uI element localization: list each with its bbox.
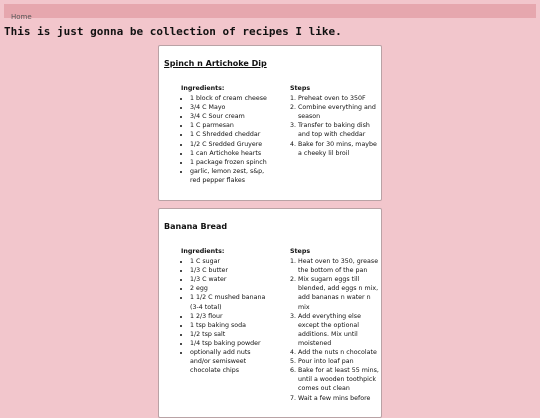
ingredient-item: • 1 C Shredded cheddar (190, 130, 271, 139)
ingredient-item: • 1 can Artichoke hearts (190, 149, 271, 158)
ingredient-item: • 1 tsp baking soda (190, 321, 271, 330)
ingredients-heading: Ingredients: (181, 248, 225, 255)
ingredient-item: • 1/3 C butter (190, 266, 271, 275)
step-item: 5. Pour into loaf pan (298, 357, 379, 366)
ingredients-heading: Ingredients: (181, 85, 225, 92)
step-item: 1. Preheat oven to 350F (298, 94, 379, 103)
ingredient-item: • 2 egg (190, 284, 271, 293)
step-item: 4. Bake for 30 mins, maybe a cheeky lil broil (298, 140, 379, 158)
ingredient-item: • 1 C parmesan (190, 121, 271, 130)
navbar (4, 4, 536, 21)
step-item: 1. Heat oven to 350, grease the bottom of the pan (298, 257, 379, 275)
ingredient-item: • 3/4 C Mayo (190, 103, 271, 112)
ingredient-item: • 1/3 C water (190, 275, 271, 284)
ingredient-item: • 1 C sugar (190, 257, 271, 266)
steps-list (290, 257, 379, 403)
ingredient-item: • 1 block of cream cheese (190, 94, 271, 103)
steps-heading: Steps (290, 85, 311, 92)
recipe-card (158, 45, 382, 201)
step-item: 3. Add everything else except the optional additions. Mix until moistened (298, 312, 379, 348)
ingredients-list (181, 94, 271, 185)
ingredient-item: • 3/4 C Sour cream (190, 112, 271, 121)
ingredient-item: • 1 package frozen spinch (190, 158, 271, 167)
step-item: 7. Wait a few mins before (298, 394, 379, 403)
ingredient-item: • garlic, lemon zest, s&p, red pepper flakes (190, 167, 271, 185)
nav-link-home[interactable]: Home (11, 13, 32, 21)
page-title: This is just gonna be collection of recipes I like. (4, 25, 342, 38)
step-item: 6. Bake for at least 55 mins, until a wooden toothpick comes out clean (298, 366, 379, 393)
step-item: 3. Transfer to baking dish and top with cheddar (298, 121, 379, 139)
steps-column (290, 247, 379, 403)
ingredients-column (181, 247, 271, 375)
ingredients-column (181, 84, 271, 185)
recipe-title: Spinch n Artichoke Dip (164, 59, 267, 68)
ingredient-item: • 1 2/3 flour (190, 312, 271, 321)
steps-column (290, 84, 379, 158)
step-item: 4. Add the nuts n chocolate (298, 348, 379, 357)
steps-list (290, 94, 379, 158)
ingredient-item: • optionally add nuts and/or semisweet chocolate chips (190, 348, 271, 375)
ingredient-item: • 1/2 tsp salt (190, 330, 271, 339)
ingredient-item: • 1 1/2 C mushed banana (3-4 total) (190, 293, 271, 311)
recipe-title: Banana Bread (164, 222, 228, 231)
recipe-card (158, 208, 382, 418)
ingredients-list (181, 257, 271, 375)
steps-heading: Steps (290, 248, 311, 255)
step-item: 2. Mix sugarn eggs till blended, add eggs n mix, add bananas n water n mix (298, 275, 379, 311)
ingredient-item: • 1/2 C Sredded Gruyere (190, 140, 271, 149)
ingredient-item: • 1/4 tsp baking powder (190, 339, 271, 348)
step-item: 2. Combine everything and season (298, 103, 379, 121)
